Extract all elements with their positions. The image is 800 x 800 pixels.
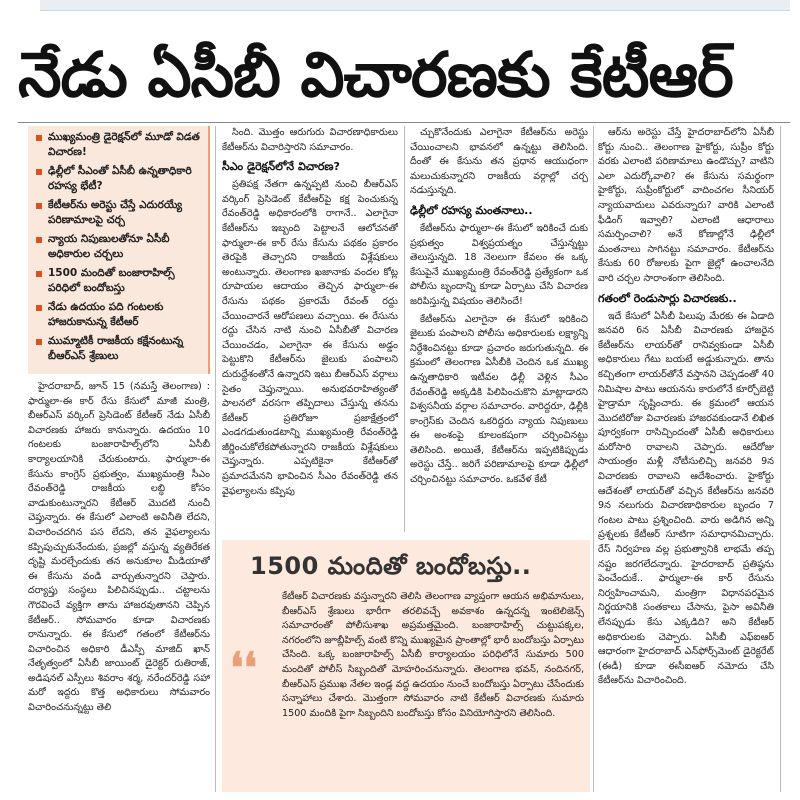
paragraph: కేటీఆర్‌ను ఫార్ములా-ఈ కేసులో ఇరికించే దుకు ప్రభుత్వం విశ్వప్రయత్నం చేస్తున్నట్టు తెలుస్తున్నది. 18 నెలలుగా కేవలం ఈ ఒక్క కేసుపైనే ముఖ్యమంత్రి రేవంత్‌రెడ్డి ప్రత్యేకంగా ఒక పోలీసు బృందాన్ని కూడా ఏర్పాటు చేసి విచారణ జరిపిస్తున్న విషయం తెలిసిందే! (410, 222, 588, 307)
paragraph: సింది. మొత్తం ఆరుగురు విచారణాధికారులు కేటీఆర్‌ను విచారిస్తారని సమాచారం. (222, 127, 398, 153)
quote-icon: ❛❛ (230, 643, 258, 692)
highlight-item: నేడు ఉదయం పది గంటలకు హాజరుకానున్న కేటీఆర్ (36, 300, 202, 330)
top-page-strip (40, 0, 790, 11)
paragraph: ప్రతిపక్ష నేతగా ఉన్నప్పటి నుంచి బీఆర్ఎస్ వర్కింగ్ ప్రెసిడెంట్ కేటీఆర్‌పై కక్ష పెంచుకున్న రేవంత్‌రెడ్డి అధికారంలోకి రాగానే.. ఎలాగైనా కేటీఆర్‌ను ఇబ్బంది పెట్టాలనే ఆలోచనతో ఫార్ములా-ఈ కార్ రేసు కేసును పథకం ప్రకారం తెరపైకి తెచ్చారని రాజకీయ విశ్లేషకులు అంటున్నారు. తెలంగాణ ఖజానాకు వందల కోట్ల రూపాయల ఆదాయం తెచ్చిన ఫార్ములా-ఈ రేసును పథకం ప్రకారమే రేవంత్ రద్దు చేయించారనే ఆరోపణలు వచ్చాయి. ఈ రేసును రద్దు చేసిన నాటి నుంచి ఏసీబీతో విచారణ చేయించడం, ఎలాగైనా ఈ కేసును అడ్డం పెట్టుకొని కేటీఆర్‌ను జైలుకు పంపాలని దురుద్దేశంతోనే ఉన్నారని ఇటు బీఆర్ఎస్ వర్గాలు సైతం చెప్తున్నాయి. అనుభవరాహిత్యంతో పాలనలో వరసగా తప్పిదాలు చేస్తున్న తనను కేటీఆర్ ప్రతిరోజూ ప్రజాక్షేత్రంలో ఎండగడుతుండటాన్ని ముఖ్యమంత్రి రేవంత్‌రెడ్డి జీర్ణించుకోలేకపోతున్నారని రాజకీయ విశ్లేషకులు చెప్తున్నారు. ఎప్పటికైనా కేటీఆర్‌తో ప్రమాదమేనని భావించిన సీఎం రేవంత్‌రెడ్డి తన వైఫల్యాలను కప్పిపు (222, 179, 398, 497)
box-text: కేటీఆర్ విచారణకు వస్తున్నారని తెలిసి తెలంగాణ వ్యాప్తంగా ఆయన అభిమానులు, బీఆర్ఎస్ శ్రేణులు భారీగా తరలివచ్చే అవకాశం ఉన్నదన్న ఇంటెలిజెన్స్ సమాచారంతో పోలీసుశాఖ అప్రమత్తమైంది. బంజారాహిల్స్ చుట్టుపక్కల, నగరంలోని జూబ్లీహిల్స్ వంటి కొన్ని ముఖ్యమైన ప్రాంతాల్లో భారీ బందోబస్తు ఏర్పాటు చేసింది. ఒక్క బంజారాహిల్స్ ఏసీబీ కార్యాలయం పరిధిలోనే సుమారు 500 మందితో పోలీస్ సిబ్బందితో మోహరించనున్నారు. తెలంగాణ భవన్, నందినగర్, బీఆర్ఎస్ ప్రముఖ నేతల ఇండ్ల వద్ద ఉదయం నుంచే బందోబస్తు ఏర్పాటు చేసేందుకు సన్నాహాలు చేశారు. మొత్తంగా సోమవారం నాటి కేటీఆర్ విచారణకు సుమారు 1500 మందికి పైగా సిబ్బందిని బందోబస్తు కోసం వినియోగిస్తారని తెలిసింది. (282, 591, 584, 719)
highlight-item: 1500 మందితో బంజారాహిల్స్ పరిధిలో బందోబస్తు (36, 266, 202, 296)
headline-divider (18, 122, 790, 123)
box-title: 1500 మందితో బందోబస్తు.. (250, 552, 532, 580)
article-column-2 (222, 126, 398, 532)
subheading: ఢిల్లీలో రహస్య మంతనాలు.. (410, 203, 533, 217)
highlight-item: ముమ్మాటికీ రాజకీయ కక్షేనంటున్న బీఆర్ఎస్ శ్రేణులు (36, 334, 202, 364)
column-divider (780, 126, 800, 792)
highlights-box (28, 126, 210, 374)
article-column-1 (28, 380, 210, 790)
highlights-list (36, 130, 202, 364)
highlight-item: కేటీఆర్‌ను అరెస్టు చేస్తే ఎదురయ్యే పరిణామాలపై చర్చ (36, 198, 202, 228)
paragraph: ఆర్‌ను అరెస్టు చేస్తే హైదరాబాద్‌లోని ఏసీబీ కోర్టు నుంచి.. తెలంగాణ హైకోర్టు, సుప్రీం కోర్టు వరకు ఎలాంటి పరిణామాలు ఉండొచ్చు? వాటిని ఎలా ఎదుర్కోవాలి? ఈ కేసును సమర్థంగా హైకోర్టు, సుప్రీంకోర్టులో వాదించగల సీనియర్ న్యాయవాదులు ఎవరున్నారు? వారికి ఎలాంటి ఫీడింగ్ ఇవ్వాలి? ఎలాంటి ఆధారాలు సమర్పించాలి? అనే కోణాల్లోనే ఢిల్లీలో మంతనాలు సాగినట్టు సమాచారం. కేటీఆర్‌ను కేసుకు 60 రోజులకు పైగా జైల్లో ఉంచాలనేది వారి చర్చల సారాంశంగా తెలిసింది. (598, 127, 774, 284)
column-divider (404, 126, 405, 532)
highlight-item: ముఖ్యమంత్రి డైరెక్షన్‌లో మూడో విడత విచారణ! (36, 130, 202, 160)
paragraph: కేటీఆర్‌ను ఎలాగైనా ఈ కేసులో ఇరికించి జైలుకు పంపాలని పోలీసు అధికారులకు లక్ష్యాన్ని నిర్దేశించినట్టు కూడా ప్రచారం జరుగుతున్నది. ఈ క్రమంలో తెలంగాణ ఏసీబీకి చెందిన ఒక ముఖ్య ఉన్నతాధికారి ఇటీవల ఢిల్లీ వెళ్లిన సీఎం రేవంత్‌రెడ్డి అక్కడికి పిలిపించుకొని మాట్లాడారని విశ్వసనీయ వర్గాల సమాచారం. వారిద్దరూ, ఢిల్లీకి కాంగ్రెస్‌కు చెందిన ఒకరిద్దరు న్యాయ నిపుణులు ఈ అంశంపై కూలంకషంగా చర్చించినట్టు తెలిసింది. అయితే, కేటీఆర్‌ను ఇప్పటికిప్పుడు అరెస్టు చేస్తే.. జరిగే పరిణామాలపై కూడా ఢిల్లీలో చర్చించినట్టు సమాచారం. ఒకవేళ కేటీ (410, 313, 588, 486)
subheading: గతంలో రెండుసార్లు విచారణకు.. (598, 291, 737, 305)
paragraph: చ్చుకొనేందుకు ఎలాగైనా కేటీఆర్‌ను అరెస్టు చేయించాలని భావనలో ఉన్నట్టు తెలిసింది. దీంతో ఈ కేసును తన ప్రధాన ఆయుధంగా మలుచుకున్నారని రాజకీయ వర్గాల్లో చర్చ నడుస్తున్నది. (410, 127, 588, 197)
security-sidebar-box (222, 540, 590, 792)
column-divider (593, 126, 594, 792)
article-column-4 (598, 126, 774, 792)
column-divider (215, 126, 216, 792)
subheading: సీఎం డైరెక్షన్‌లోనే విచారణ? (222, 160, 340, 174)
paragraph: హైదరాబాద్, జూన్ 15 (నమస్తే తెలంగాణ) : ఫార్ములా-ఈ కార్ రేసు కేసులో మాజీ మంత్రి, బీఆర్ఎస్ వర్కింగ్ ప్రెసిడెంట్ కేటీఆర్ నేడు ఏసీబీ విచారణకు హాజరు కానున్నారు. ఉదయం 10 గంటలకు బంజారాహిల్స్‌లోని ఏసీబీ కార్యాలయానికి చేరుకుంటారు. ఫార్ములా-ఈ కేసును కాంగ్రెస్ ప్రభుత్వం, ముఖ్యమంత్రి సీఎం రేవంత్‌రెడ్డి రాజకీయ లబ్ధి కోసం వాడుకుంటున్నారని కేటీఆర్ మొదటి నుంచీ చెప్తున్నారు. ఈ కేసులో ఎలాంటి అవినీతి లేదని, విచారించదగిన పస లేదని, తన వైఫల్యాలను కప్పిపుచ్చుకునేందుకు, ప్రజల్లో వస్తున్న వ్యతిరేకత దృష్టి మరల్చేందుకు తన అనుకూల మీడియాతో ఈ కేసును వండి వార్చుతున్నారని చెప్తారు. దర్యాప్తు సంస్థలు పిలిచినప్పుడు.. చట్టాలను గౌరవించే వ్యక్తిగా తాను హాజరవుతానని చెప్పిన కేటీఆర్.. సోమవారం కూడా విచారణకు రానున్నారు. ఈ కేసులో గతంలో కేటీఆర్‌ను విచారించిన అధికారి డీఎస్పీ మాజిద్ ఖాన్ నేతృత్వంలో ఏసీబీ జాయింట్ డైరెక్టర్ రుతిరాజ్, అడిషనల్ ఎస్పీలు శివరాం శర్మ, నరేందర్‌రెడ్డి సహా మరో ఇద్దరు కొత్త అధికారులు సోమవారం విచారించనున్నట్టు తెలి (28, 381, 210, 714)
paragraph: ఇదే కేసులో ఏసీబీ పిలుపు మేరకు ఈ ఏడాది జనవరి 6న ఏసీబీ విచారణకు హాజరైన కేటీఆర్‌ను లాయర్‌తో రానివ్వకుండా ఏసీబీ అధికారులు గేటు బయటే అడ్డుకున్నారు. తాను కచ్చితంగా లాయర్‌తోనే వస్తానని చెప్పడంతో 40 నిమిషాల పాటు ఆయనను కారులోనే కూర్చోబెట్టి హైడ్రామా సృష్టించారు. ఈ క్రమంలో ఆయన మొదటిరోజు విచారణకు హాజరవకుండానే లిఖిత పూర్వకంగా రాసిచ్చిందంతో ఏసీబీ అధికారులు మరోసారి రావాలని చెప్పారు. ఆదేరోజు సాయంత్రం మళ్లీ నోటీసులిచ్చి జనవరి 9న విచారణకు రావాలని ఆదేశించారు. హైకోర్టు ఆదేశంతో లాయర్‌తో వచ్చిన కేటీఆర్‌ను జనవరి 9న నలుగురు విచారణాధికారుల బృందం 7 గంటల పాటు ప్రశ్నించింది. వారు అడిగిన అన్ని ప్రశ్నలకు కేటీఆర్ సూటిగా సమాధానమిచ్చారు. రేస్ నిర్వహణ వల్ల ప్రభుత్వానికి లాభమే తప్ప నష్టం జరగలేదన్నారు. హైదరాబాద్ ప్రతిష్ఠను పెంచేందుకే.. ఫార్ములా-ఈ కార్ రేసును నిర్వహించామని, మంత్రిగా విధానపరమైన నిర్ణయానికి సంతకాలు చేసాను, పైసా అవినీతి లేనప్పుడు కేసు ఎక్కడిది? అని కేటీఆర్ అధికారులకు చెప్పారు. ఏసీబీ ఎఫ్‌ఐఆర్ ఆధారంగా హైదరాబాద్ ఎన్‌ఫోర్స్‌మెంట్ డైరెక్టరేట్ (ఈడీ) కూడా ఈసీఐఆర్ నమోదు చేసి కేటీఆర్‌ను విచారించింది. (598, 310, 774, 687)
highlight-item: న్యాయ నిపుణులతోనూ ఏసీబీ అధికారుల చర్చలు (36, 232, 202, 262)
highlight-item: ఢిల్లీలో సీఎంతో ఏసీబీ ఉన్నతాధికారి రహస్య భేటీ? (36, 164, 202, 194)
headline: నేడు ఏసీబీ విచారణకు కేటీఆర్ (18, 38, 733, 111)
adjacent-article-edge (780, 126, 800, 792)
article-column-3 (410, 126, 588, 532)
